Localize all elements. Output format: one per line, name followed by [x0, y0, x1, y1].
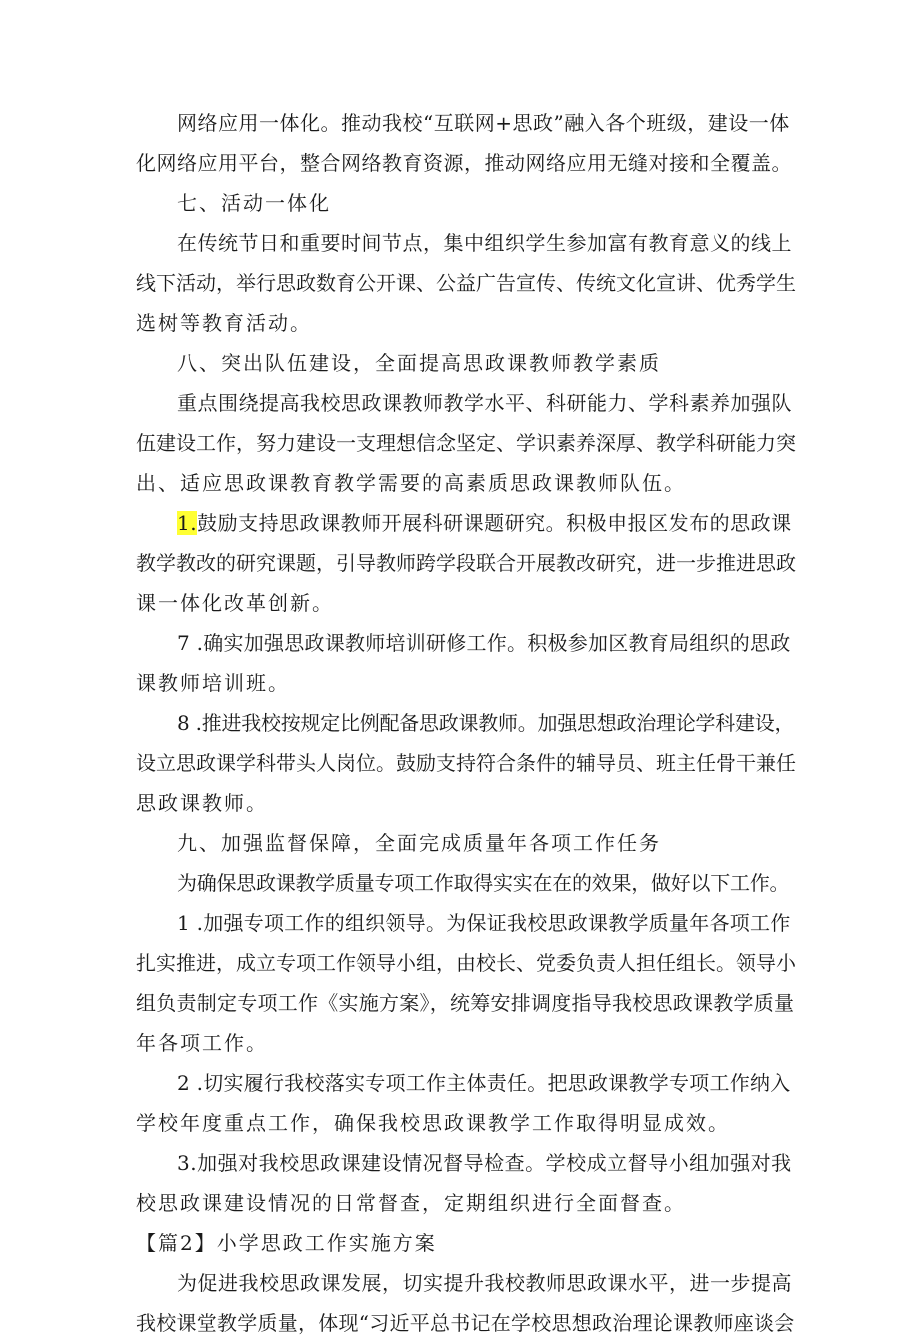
line-text: 伍建设工作，努力建设一支理想信念坚定、学识素养深厚、教学科研能力突	[136, 431, 796, 455]
text-line	[136, 103, 796, 143]
line-text: 年各项工作。	[136, 1031, 268, 1055]
line-text: 选树等教育活动。	[136, 311, 312, 335]
text-line	[136, 983, 796, 1023]
line-text: 【篇2】小学思政工作实施方案	[136, 1231, 437, 1255]
line-text: 为促进我校思政课发展，切实提升我校教师思政课水平，进一步提高	[177, 1271, 792, 1295]
text-line	[136, 823, 796, 863]
text-line	[136, 343, 796, 383]
line-text: 课一体化改革创新。	[136, 591, 334, 615]
line-text: 7 .确实加强思政课教师培训研修工作。积极参加区教育局组织的思政	[177, 631, 791, 655]
line-text: 3.加强对我校思政课建设情况督导检查。学校成立督导小组加强对我	[177, 1151, 792, 1175]
line-text: 2 .切实履行我校落实专项工作主体责任。把思政课教学专项工作纳入	[177, 1071, 791, 1095]
text-line	[136, 703, 796, 743]
line-text: 1 .加强专项工作的组织领导。为保证我校思政课教学质量年各项工作	[177, 911, 791, 935]
text-line	[136, 183, 796, 223]
text-line	[136, 863, 796, 903]
line-text: 为确保思政课教学质量专项工作取得实实在在的效果，做好以下工作。	[177, 871, 790, 895]
text-line	[136, 1023, 796, 1063]
text-line	[136, 143, 796, 183]
document-body	[136, 103, 796, 1343]
line-text: 出、适应思政课教育教学需要的高素质思政课教师队伍。	[136, 471, 686, 495]
line-text: 教学教改的研究课题，引导教师跨学段联合开展教改研究，进一步推进思政	[136, 551, 796, 575]
text-line	[136, 623, 796, 663]
line-text: 化网络应用平台，整合网络教育资源，推动网络应用无缝对接和全覆盖。	[136, 151, 792, 175]
highlighted-number: 1.	[177, 511, 198, 535]
line-text: 我校课堂教学质量，体现“习近平总书记在学校思想政治理论课教师座谈会	[136, 1311, 795, 1335]
text-line	[136, 503, 796, 543]
line-text: 八、突出队伍建设，全面提高思政课教师教学素质	[177, 351, 661, 375]
text-line	[136, 303, 796, 343]
line-text: 设立思政课学科带头人岗位。鼓励支持符合条件的辅导员、班主任骨干兼任	[136, 751, 796, 775]
text-line	[136, 223, 796, 263]
text-line	[136, 263, 796, 303]
line-text: 九、加强监督保障，全面完成质量年各项工作任务	[177, 831, 661, 855]
text-line	[136, 1303, 796, 1343]
line-text: 组负责制定专项工作《实施方案》，统筹安排调度指导我校思政课教学质量	[136, 991, 795, 1015]
text-line	[136, 1183, 796, 1223]
text-line	[136, 423, 796, 463]
text-line	[136, 583, 796, 623]
line-text: 8 .推进我校按规定比例配备思政课教师。加强思想政治理论学科建设，	[177, 711, 795, 735]
line-text: 网络应用一体化。推动我校“互联网+思政”融入各个班级，建设一体	[177, 111, 790, 135]
line-text: 七、活动一体化	[177, 191, 331, 215]
text-line	[136, 743, 796, 783]
line-text: 思政课教师。	[136, 791, 268, 815]
text-line	[136, 1063, 796, 1103]
line-text: 重点围绕提高我校思政课教师教学水平、科研能力、学科素养加强队	[177, 391, 792, 415]
text-line	[136, 783, 796, 823]
text-line	[136, 1263, 796, 1303]
line-text: 学校年度重点工作，确保我校思政课教学工作取得明显成效。	[136, 1111, 730, 1135]
text-line	[136, 1143, 796, 1183]
section-heading	[136, 1223, 796, 1263]
text-line	[136, 663, 796, 703]
text-line	[136, 943, 796, 983]
line-text: 课教师培训班。	[136, 671, 290, 695]
text-line	[136, 383, 796, 423]
text-line	[136, 903, 796, 943]
text-line	[136, 1103, 796, 1143]
line-text: 线下活动，举行思政数育公开课、公益广告宣传、传统文化宣讲、优秀学生	[136, 271, 796, 295]
text-line	[136, 463, 796, 503]
line-text: 在传统节日和重要时间节点，集中组织学生参加富有教育意义的线上	[177, 231, 792, 255]
line-text: 校思政课建设情况的日常督查，定期组织进行全面督查。	[136, 1191, 686, 1215]
line-text: 鼓励支持思政课教师开展科研课题研究。积极申报区发布的思政课	[197, 511, 792, 535]
text-line	[136, 543, 796, 583]
line-text: 扎实推进，成立专项工作领导小组，由校长、党委负责人担任组长。领导小	[136, 951, 796, 975]
